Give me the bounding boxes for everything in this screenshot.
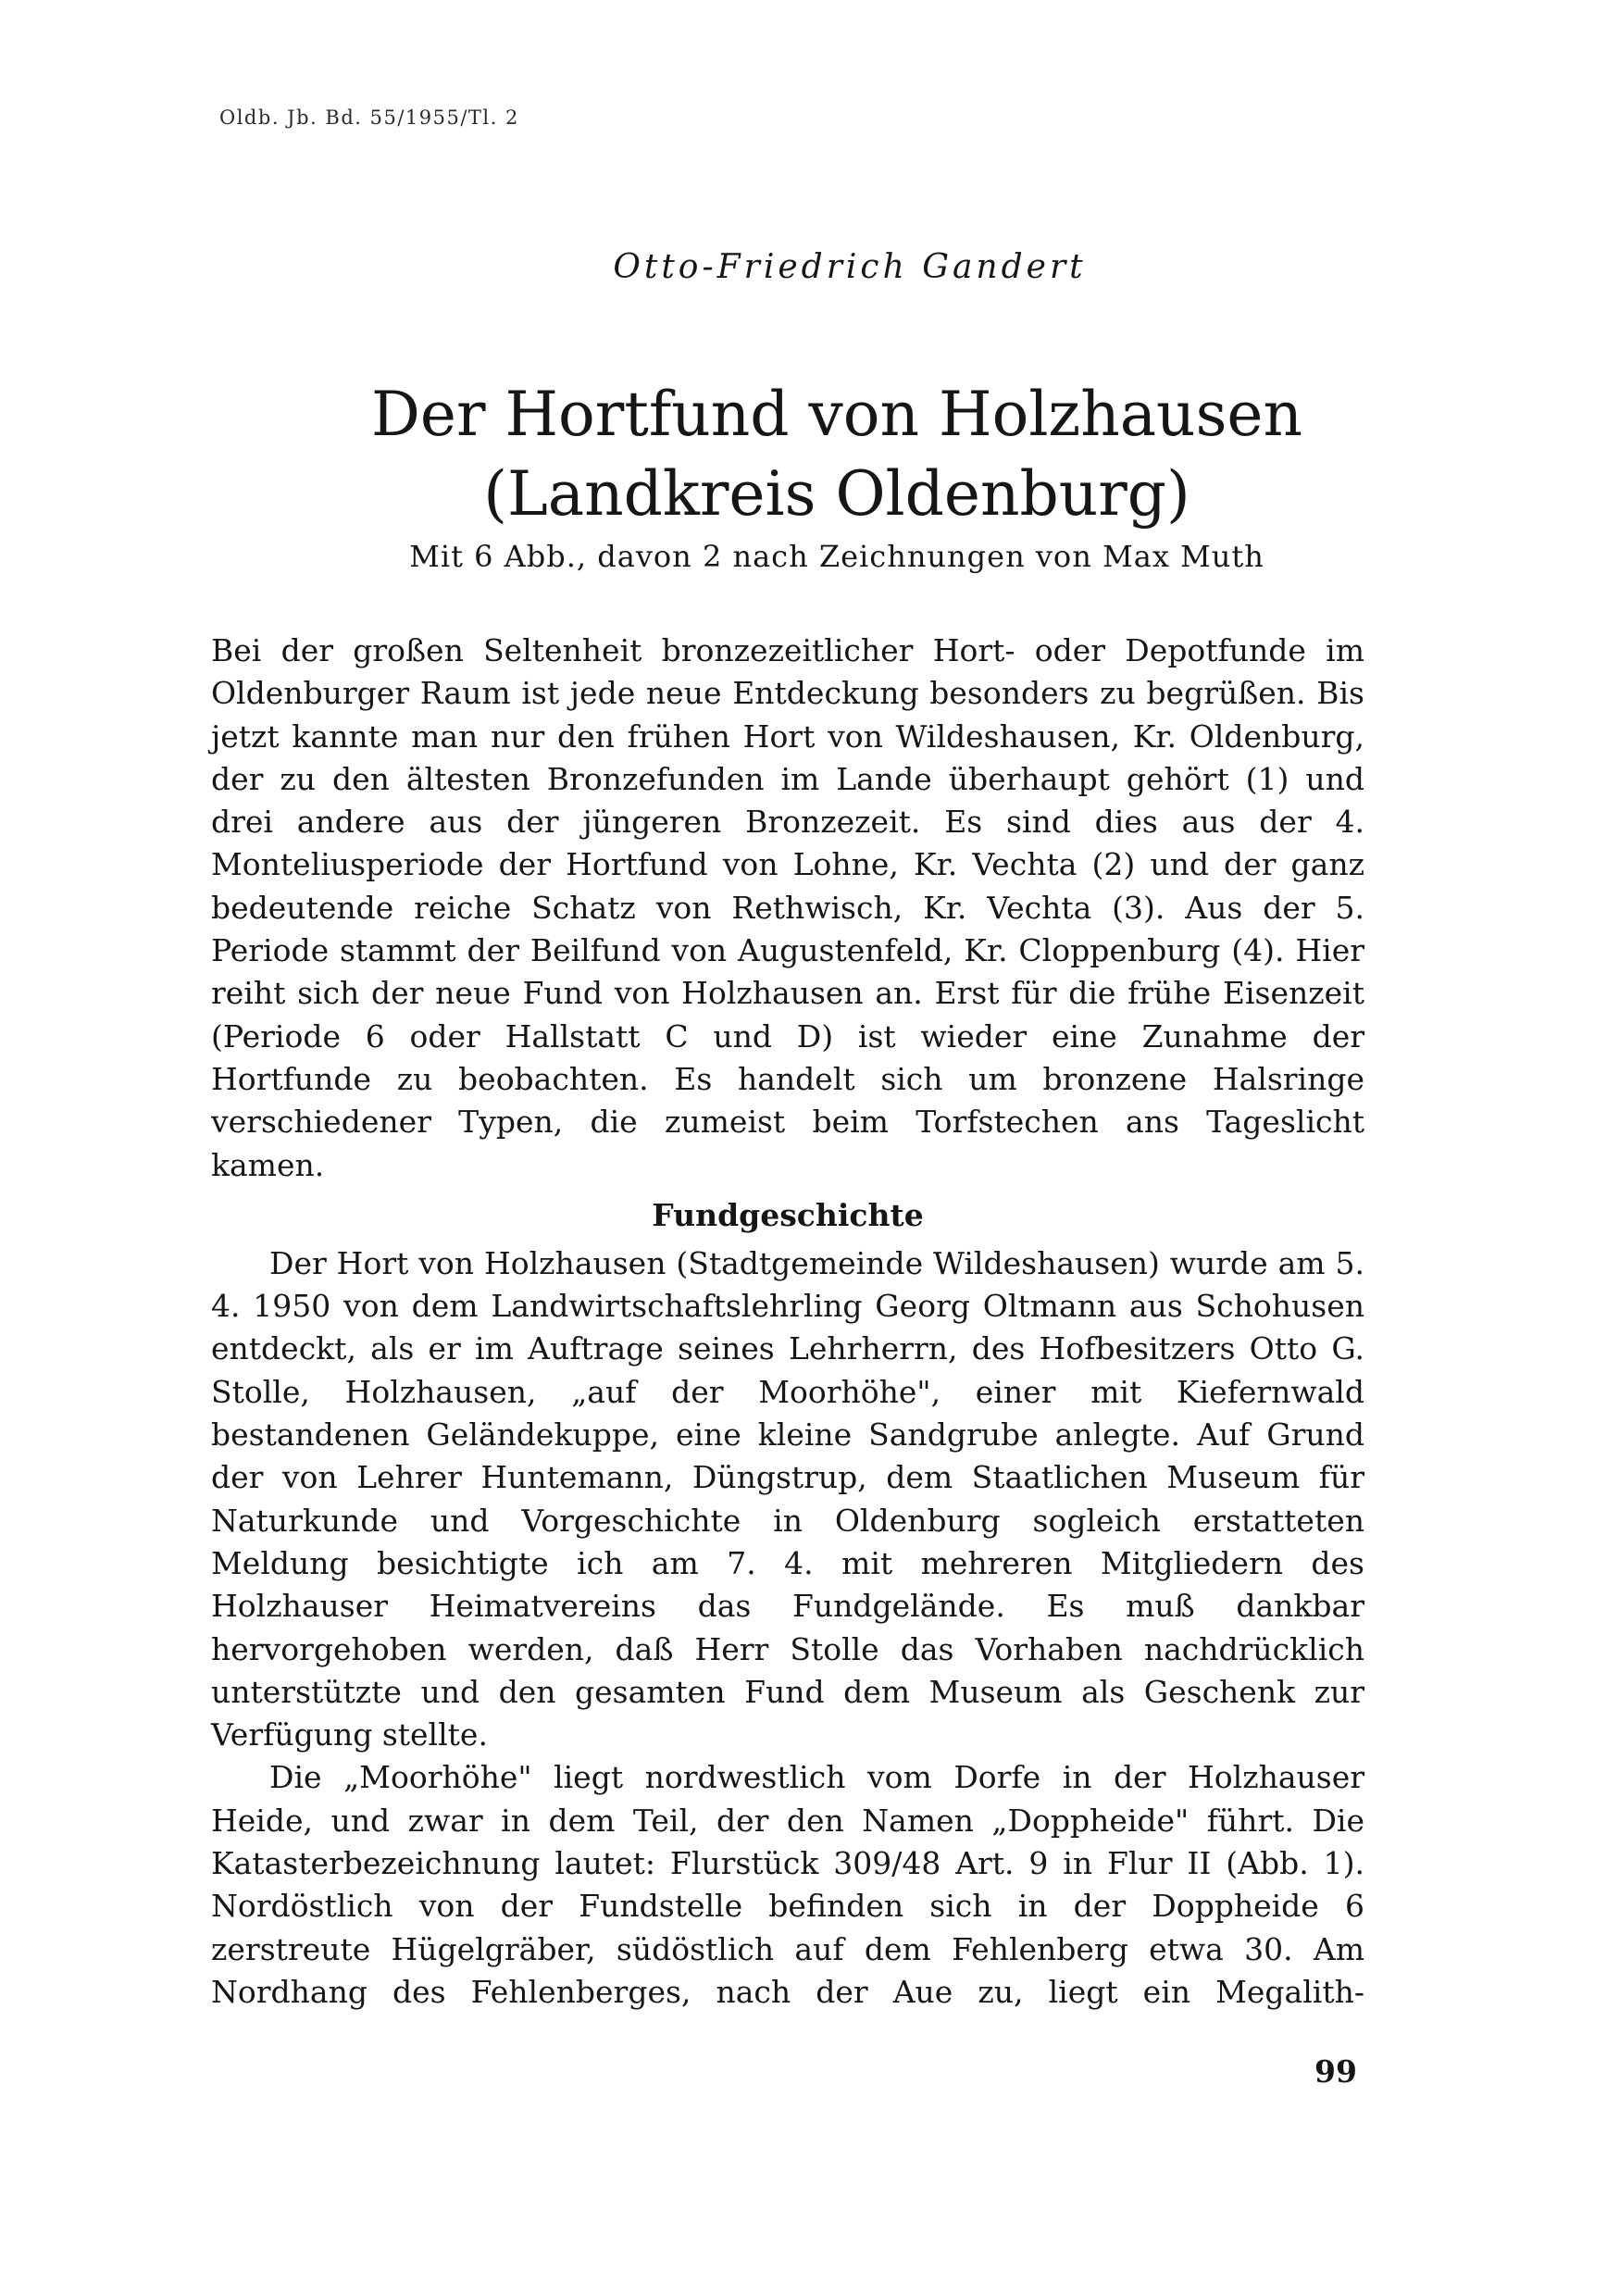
article-subtitle: Mit 6 Abb., davon 2 nach Zeichnungen von Max Muth xyxy=(409,539,1264,574)
section-heading-fundgeschichte: Fundgeschichte xyxy=(652,1196,924,1233)
fundgeschichte-paragraph-1: Der Hort von Holzhausen (Stadtgemeinde Wildeshausen) wurde am 5. 4. 1950 von dem Landwirtschaftslehrling Georg Oltmann aus Schohusen entdeckt, als er im Auftrage seines Lehrherrn, des Hofbesitzers Otto G. Stolle, Holzhausen, „auf der Moorhöhe", einer mit Kiefernwald bestandenen Geländekuppe, eine kleine Sandgrube anlegte. Auf Grund der von Lehrer Huntemann, Düngstrup, dem Staatlichen Museum für Naturkunde und Vorgeschichte in Oldenburg sogleich erstatteten Meldung besichtigte ich am 7. 4. mit mehreren Mitgliedern des Holzhauser Heimatvereins das Fundgelände. Es muß dankbar hervorgehoben werden, daß Herr Stolle das Vorhaben nachdrücklich unterstützte und den gesamten Fund dem Museum als Geschenk zur Verfügung stellte. xyxy=(211,1244,1364,1753)
journal-reference: Oldb. Jb. Bd. 55/1955/Tl. 2 xyxy=(219,106,519,129)
intro-paragraph: Bei der großen Seltenheit bronzezeitlicher Hort- oder Depotfunde im Oldenburger Raum ist jede neue Entdeckung besonders zu begrüßen. Bis jetzt kannte man nur den frühen Hort von Wildeshausen, Kr. Oldenburg, der zu den ältesten Bronzefunden im Lande überhaupt gehört (1) und drei andere aus der jüngeren Bronzezeit. Es sind dies aus der 4. Monteliusperiode der Hortfund von Lohne, Kr. Vechta (2) und der ganz bedeutende reiche Schatz von Rethwisch, Kr. Vechta (3). Aus der 5. Periode stammt der Beilfund von Augustenfeld, Kr. Cloppenburg (4). Hier reiht sich der neue Fund von Holzhausen an. Erst für die frühe Eisenzeit (Periode 6 oder Hallstatt C und D) ist wieder eine Zunahme der Hortfunde zu beobachten. Es handelt sich um bronzene Halsringe verschiedener Typen, die zumeist beim Torfstechen ans Tageslicht kamen. xyxy=(211,632,1364,1183)
page-number: 99 xyxy=(1314,2053,1357,2090)
article-title xyxy=(0,375,1607,534)
title-line-1: Der Hortfund von Holzhausen xyxy=(370,379,1303,450)
author-name: Otto-Friedrich Gandert xyxy=(613,248,1087,286)
fundgeschichte-paragraph-2: Die „Moorhöhe" liegt nordwestlich vom Dorfe in der Holzhauser Heide, und zwar in dem Teil, der den Namen „Doppheide" führt. Die Katasterbezeichnung lautet: Flurstück 309/48 Art. 9 in Flur II (Abb. 1). Nordöstlich von der Fundstelle befinden sich in der Doppheide 6 zerstreute Hügelgräber, südöstlich auf dem Fehlenberg etwa 30. Am Nordhang des Fehlenberges, nach der Aue zu, liegt ein Megalith- xyxy=(211,1759,1364,2010)
title-line-2: (Landkreis Oldenburg) xyxy=(483,458,1190,530)
article-body xyxy=(211,630,1364,2014)
